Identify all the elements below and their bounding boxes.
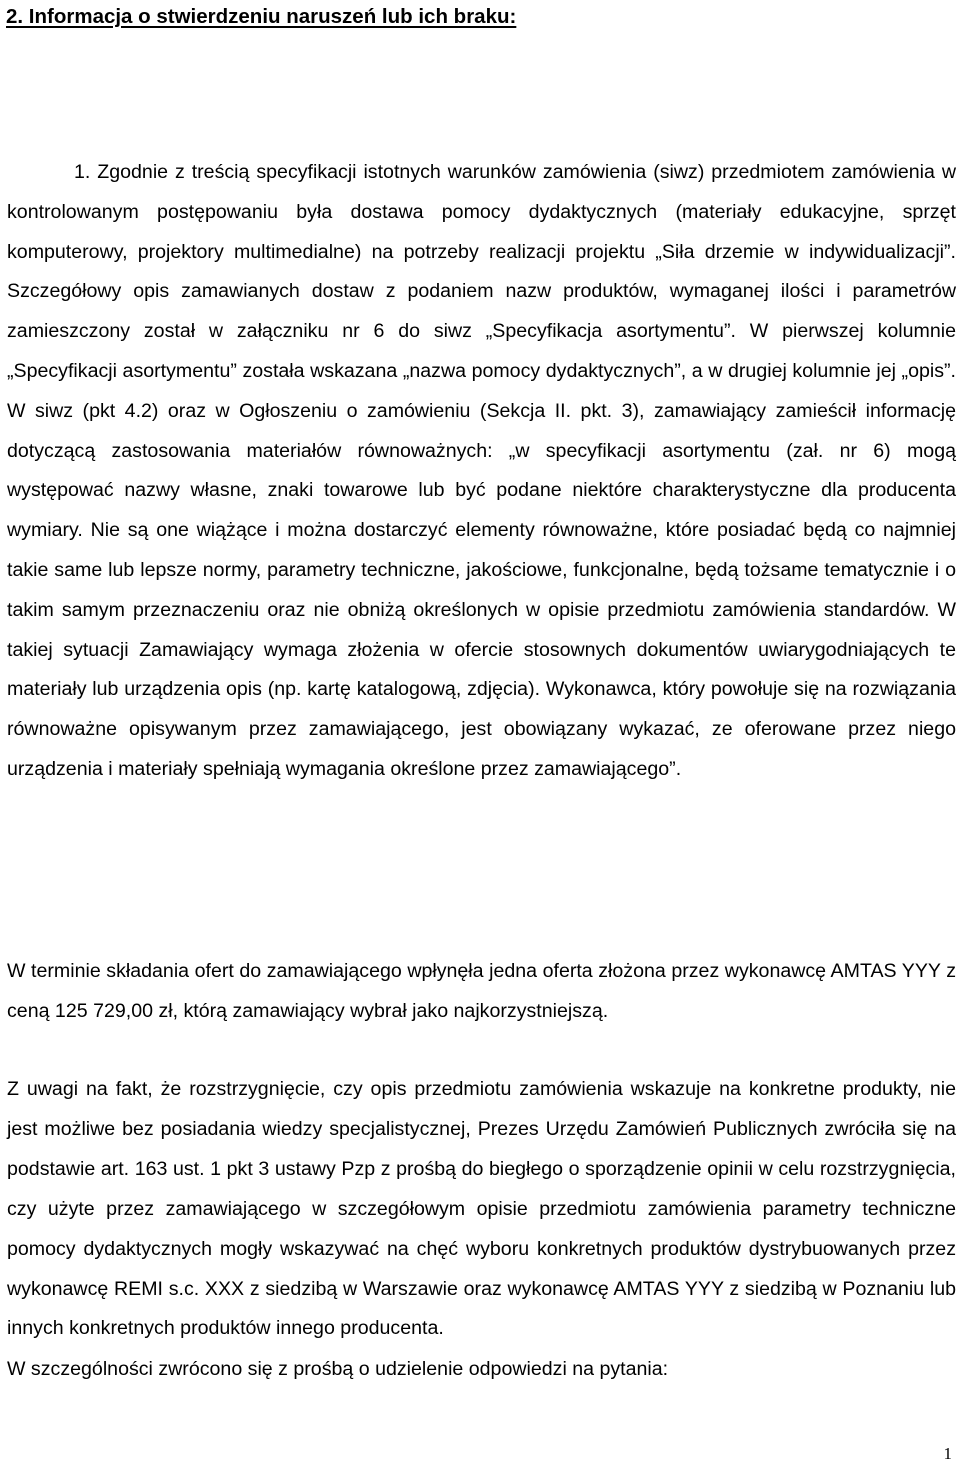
paragraph-questions-intro: W szczególności zwrócono się z prośbą o udzielenie odpowiedzi na pytania: (7, 1358, 669, 1380)
paragraph-specification: 1. Zgodnie z treścią specyfikacji istotnych warunków zamówienia (siwz) przedmiotem zamówienia w kontrolowanym postępowaniu była dostawa pomocy dydaktycznych (materiały edukacyjne, sprzęt komputerowy, projektory multimedialne) na potrzeby realizacji projektu „Siła drzemie w indywidualizacji”. Szczegółowy opis zamawianych dostaw z podaniem nazw produktów, wymaganej ilości i parametrów zamieszczony został w załączniku nr 6 do siwz „Specyfikacja asortymentu”. W pierwszej kolumnie „Specyfikacji asortymentu” została wskazana „nazwa pomocy dydaktycznych”, a w drugiej kolumnie jej „opis”. W siwz (pkt 4.2) oraz w Ogłoszeniu o zamówieniu (Sekcja II. pkt. 3), zamawiający zamieścił informację dotyczącą zastosowania materiałów równoważnych: „w specyfikacji asortymentu (zał. nr 6) mogą występować nazwy własne, znaki towarowe lub być podane niektóre charakterystyczne dla producenta wymiary. Nie są one wiążące i można dostarczyć elementy równoważne, które posiadać będą co najmniej takie same lub lepsze normy, parametry techniczne, jakościowe, funkcjonalne, będą tożsame tematycznie i o takim samym przeznaczeniu oraz nie obniżą określonych w opisie przedmiotu zamówienia standardów. W takiej sytuacji Zamawiający wymaga złożenia w ofercie stosownych dokumentów uwiarygodniających te materiały lub urządzenia opis (np. kartę katalogową, zdjęcia). Wykonawca, który powołuje się na rozwiązania równoważne opisywanym przez zamawiającego, jest obowiązany wykazać, ze oferowane przez niego urządzenia i materiały spełniają wymagania określone przez zamawiającego”. (7, 161, 956, 780)
section-heading: 2. Informacja o stwierdzeniu naruszeń lub ich braku: (6, 5, 517, 28)
page-number: 1 (943, 1444, 952, 1463)
paragraph-expert-opinion: Z uwagi na fakt, że rozstrzygnięcie, czy opis przedmiotu zamówienia wskazuje na konkretne produkty, nie jest możliwe bez posiadania wiedzy specjalistycznej, Prezes Urzędu Zamówień Publicznych zwróciła się na podstawie art. 163 ust. 1 pkt 3 ustawy Pzp z prośbą do biegłego o sporządzenie opinii w celu rozstrzygnięcia, czy użyte przez zamawiającego w szczegółowym opisie przedmiotu zamówienia parametry techniczne pomocy dydaktycznych mogły wskazywać na chęć wyboru konkretnych produktów dystrybuowanych przez wykonawcę REMI s.c. XXX z siedzibą w Warszawie oraz wykonawcę AMTAS YYY z siedzibą w Poznaniu lub innych konkretnych produktów innego producenta. (7, 1078, 956, 1340)
paragraph-offers: W terminie składania ofert do zamawiającego wpłynęła jedna oferta złożona przez wykonawcę AMTAS YYY z ceną 125 729,00 zł, którą zamawiający wybrał jako najkorzystniejszą. (7, 960, 956, 1022)
